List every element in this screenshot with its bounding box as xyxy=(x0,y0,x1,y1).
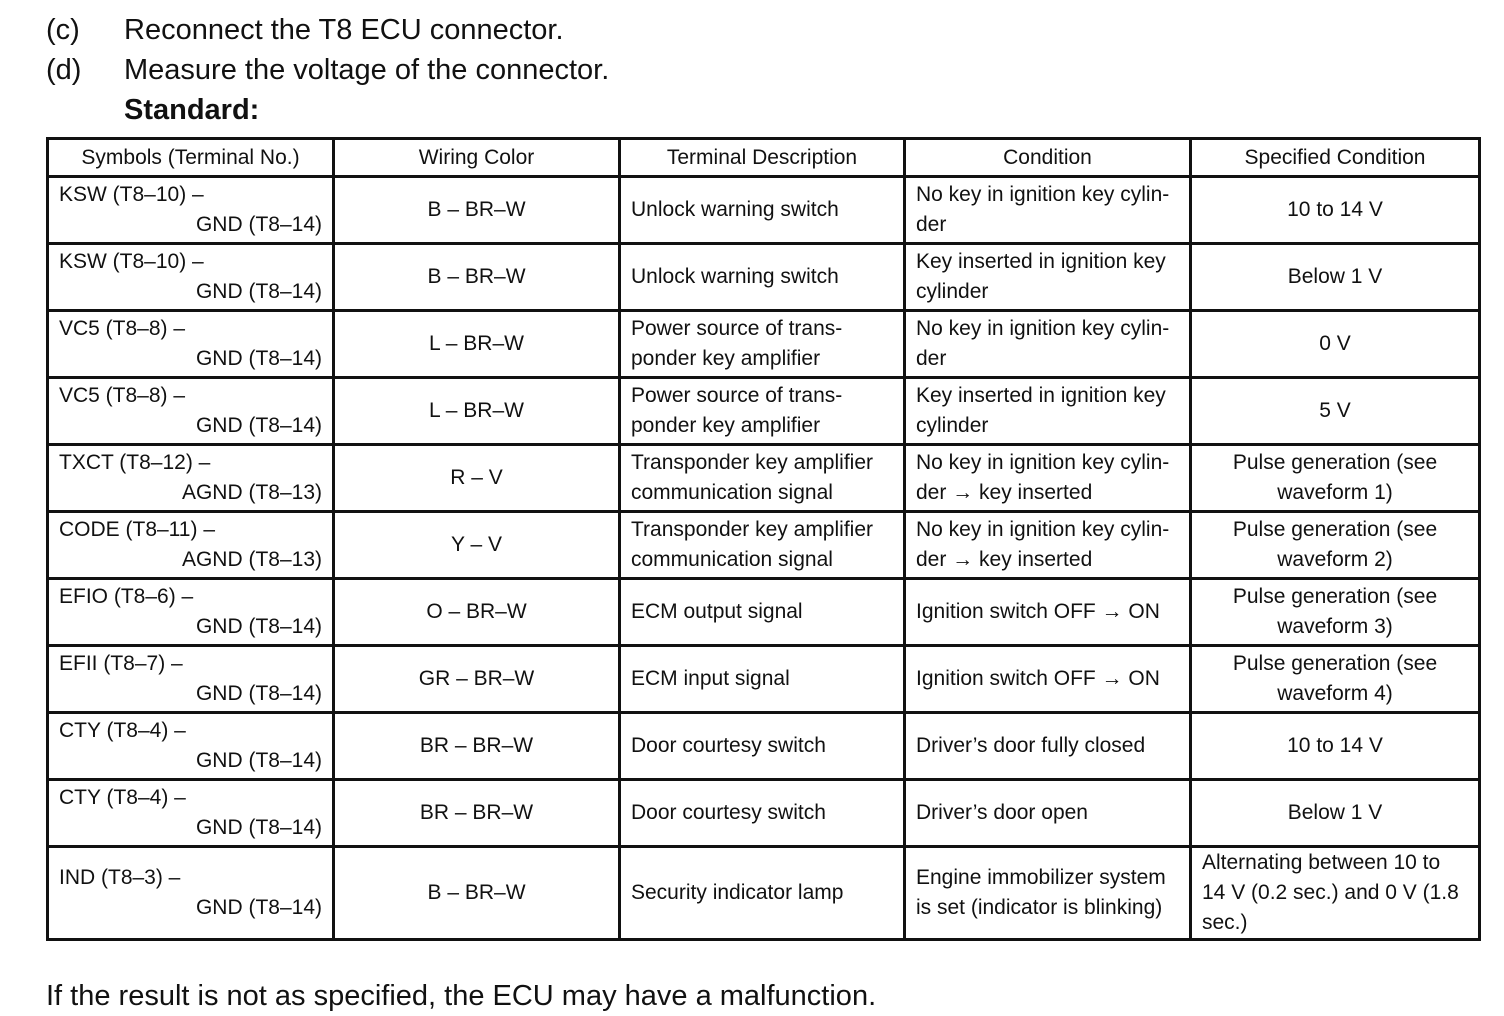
condition-cell: No key in ignition key cylin-der xyxy=(905,177,1191,244)
table-row xyxy=(48,445,1480,512)
condition-cell: Engine immobilizer system is set (indicator is blinking) xyxy=(905,847,1191,940)
specified-condition-cell: Below 1 V xyxy=(1191,244,1480,311)
wiring-color-cell: R – V xyxy=(334,445,620,512)
symbols-cell xyxy=(48,713,334,780)
terminal-description-cell: Transponder key amplifier communication signal xyxy=(620,445,905,512)
voltage-spec-table xyxy=(46,137,1481,941)
symbol-terminal: EFII (T8–7) – xyxy=(59,652,183,675)
symbol-ground: AGND (T8–13) xyxy=(181,481,322,504)
table-row xyxy=(48,847,1480,940)
wiring-color-cell: GR – BR–W xyxy=(334,646,620,713)
symbol-ground: GND (T8–14) xyxy=(195,682,322,705)
step-d xyxy=(46,50,609,90)
condition-cell: Ignition switch OFF → ON xyxy=(905,646,1191,713)
symbols-cell xyxy=(48,177,334,244)
symbol-terminal: CTY (T8–4) – xyxy=(59,786,186,809)
terminal-description-cell: ECM output signal xyxy=(620,579,905,646)
symbols-cell xyxy=(48,244,334,311)
symbols-cell xyxy=(48,512,334,579)
table-row xyxy=(48,177,1480,244)
symbols-cell xyxy=(48,646,334,713)
terminal-description-cell: Door courtesy switch xyxy=(620,780,905,847)
table-row xyxy=(48,512,1480,579)
terminal-description-cell: Security indicator lamp xyxy=(620,847,905,940)
header-wiring-color: Wiring Color xyxy=(334,139,620,177)
wiring-color-cell: B – BR–W xyxy=(334,847,620,940)
symbol-terminal: CTY (T8–4) – xyxy=(59,719,186,742)
symbols-cell xyxy=(48,780,334,847)
condition-cell: Driver’s door fully closed xyxy=(905,713,1191,780)
terminal-description-cell: ECM input signal xyxy=(620,646,905,713)
malfunction-note: If the result is not as specified, the ECU may have a malfunction. xyxy=(46,980,877,1012)
symbol-ground: GND (T8–14) xyxy=(195,816,322,839)
step-c xyxy=(46,10,609,50)
specified-condition-cell: Alternating between 10 to 14 V (0.2 sec.) and 0 V (1.8 sec.) xyxy=(1191,847,1480,940)
table-row xyxy=(48,713,1480,780)
symbol-terminal: VC5 (T8–8) – xyxy=(59,384,186,407)
symbol-terminal: VC5 (T8–8) – xyxy=(59,317,186,340)
terminal-description-cell: Power source of trans-ponder key amplifier xyxy=(620,311,905,378)
condition-cell: No key in ignition key cylin-der → key inserted xyxy=(905,512,1191,579)
symbol-ground: GND (T8–14) xyxy=(195,347,322,370)
symbol-ground: GND (T8–14) xyxy=(195,414,322,437)
header-symbols: Symbols (Terminal No.) xyxy=(48,139,334,177)
table-row xyxy=(48,378,1480,445)
step-text: Measure the voltage of the connector. xyxy=(124,54,610,86)
standard-label: Standard: xyxy=(124,94,260,126)
specified-condition-cell: Pulse generation (see waveform 4) xyxy=(1191,646,1480,713)
symbol-ground: GND (T8–14) xyxy=(195,896,322,919)
condition-cell: Key inserted in ignition key cylinder xyxy=(905,244,1191,311)
wiring-color-cell: B – BR–W xyxy=(334,177,620,244)
specified-condition-cell: Pulse generation (see waveform 2) xyxy=(1191,512,1480,579)
symbols-cell xyxy=(48,847,334,940)
step-text: Reconnect the T8 ECU connector. xyxy=(124,14,564,46)
wiring-color-cell: B – BR–W xyxy=(334,244,620,311)
condition-cell: No key in ignition key cylin-der xyxy=(905,311,1191,378)
specified-condition-cell: Pulse generation (see waveform 3) xyxy=(1191,579,1480,646)
header-condition: Condition xyxy=(905,139,1191,177)
symbol-terminal: KSW (T8–10) – xyxy=(59,183,204,206)
wiring-color-cell: BR – BR–W xyxy=(334,713,620,780)
symbols-cell xyxy=(48,579,334,646)
symbol-ground: GND (T8–14) xyxy=(195,615,322,638)
symbols-cell xyxy=(48,311,334,378)
header-specified-condition: Specified Condition xyxy=(1191,139,1480,177)
specified-condition-cell: 5 V xyxy=(1191,378,1480,445)
table-row xyxy=(48,780,1480,847)
step-letter: (c) xyxy=(46,14,80,46)
condition-cell: Key inserted in ignition key cylinder xyxy=(905,378,1191,445)
symbol-terminal: EFIO (T8–6) – xyxy=(59,585,194,608)
symbols-cell xyxy=(48,378,334,445)
terminal-description-cell: Power source of trans-ponder key amplifier xyxy=(620,378,905,445)
table-row xyxy=(48,311,1480,378)
wiring-color-cell: L – BR–W xyxy=(334,311,620,378)
procedure-steps xyxy=(46,10,609,130)
table-row xyxy=(48,646,1480,713)
specified-condition-cell: Pulse generation (see waveform 1) xyxy=(1191,445,1480,512)
terminal-description-cell: Unlock warning switch xyxy=(620,244,905,311)
condition-cell: Driver’s door open xyxy=(905,780,1191,847)
specified-condition-cell: 10 to 14 V xyxy=(1191,713,1480,780)
wiring-color-cell: Y – V xyxy=(334,512,620,579)
symbols-cell xyxy=(48,445,334,512)
table-row xyxy=(48,244,1480,311)
terminal-description-cell: Door courtesy switch xyxy=(620,713,905,780)
specified-condition-cell: 10 to 14 V xyxy=(1191,177,1480,244)
symbol-ground: GND (T8–14) xyxy=(195,213,322,236)
specified-condition-cell: Below 1 V xyxy=(1191,780,1480,847)
symbol-ground: GND (T8–14) xyxy=(195,280,322,303)
wiring-color-cell: L – BR–W xyxy=(334,378,620,445)
table-header-row xyxy=(48,139,1480,177)
step-letter: (d) xyxy=(46,54,82,86)
condition-cell: Ignition switch OFF → ON xyxy=(905,579,1191,646)
specified-condition-cell: 0 V xyxy=(1191,311,1480,378)
wiring-color-cell: O – BR–W xyxy=(334,579,620,646)
header-terminal-description: Terminal Description xyxy=(620,139,905,177)
symbol-ground: GND (T8–14) xyxy=(195,749,322,772)
table-row xyxy=(48,579,1480,646)
symbol-terminal: TXCT (T8–12) – xyxy=(59,451,211,474)
terminal-description-cell: Transponder key amplifier communication signal xyxy=(620,512,905,579)
terminal-description-cell: Unlock warning switch xyxy=(620,177,905,244)
symbol-terminal: CODE (T8–11) – xyxy=(59,518,215,541)
symbol-ground: AGND (T8–13) xyxy=(181,548,322,571)
condition-cell: No key in ignition key cylin-der → key inserted xyxy=(905,445,1191,512)
symbol-terminal: KSW (T8–10) – xyxy=(59,250,204,273)
symbol-terminal: IND (T8–3) – xyxy=(59,866,181,889)
wiring-color-cell: BR – BR–W xyxy=(334,780,620,847)
